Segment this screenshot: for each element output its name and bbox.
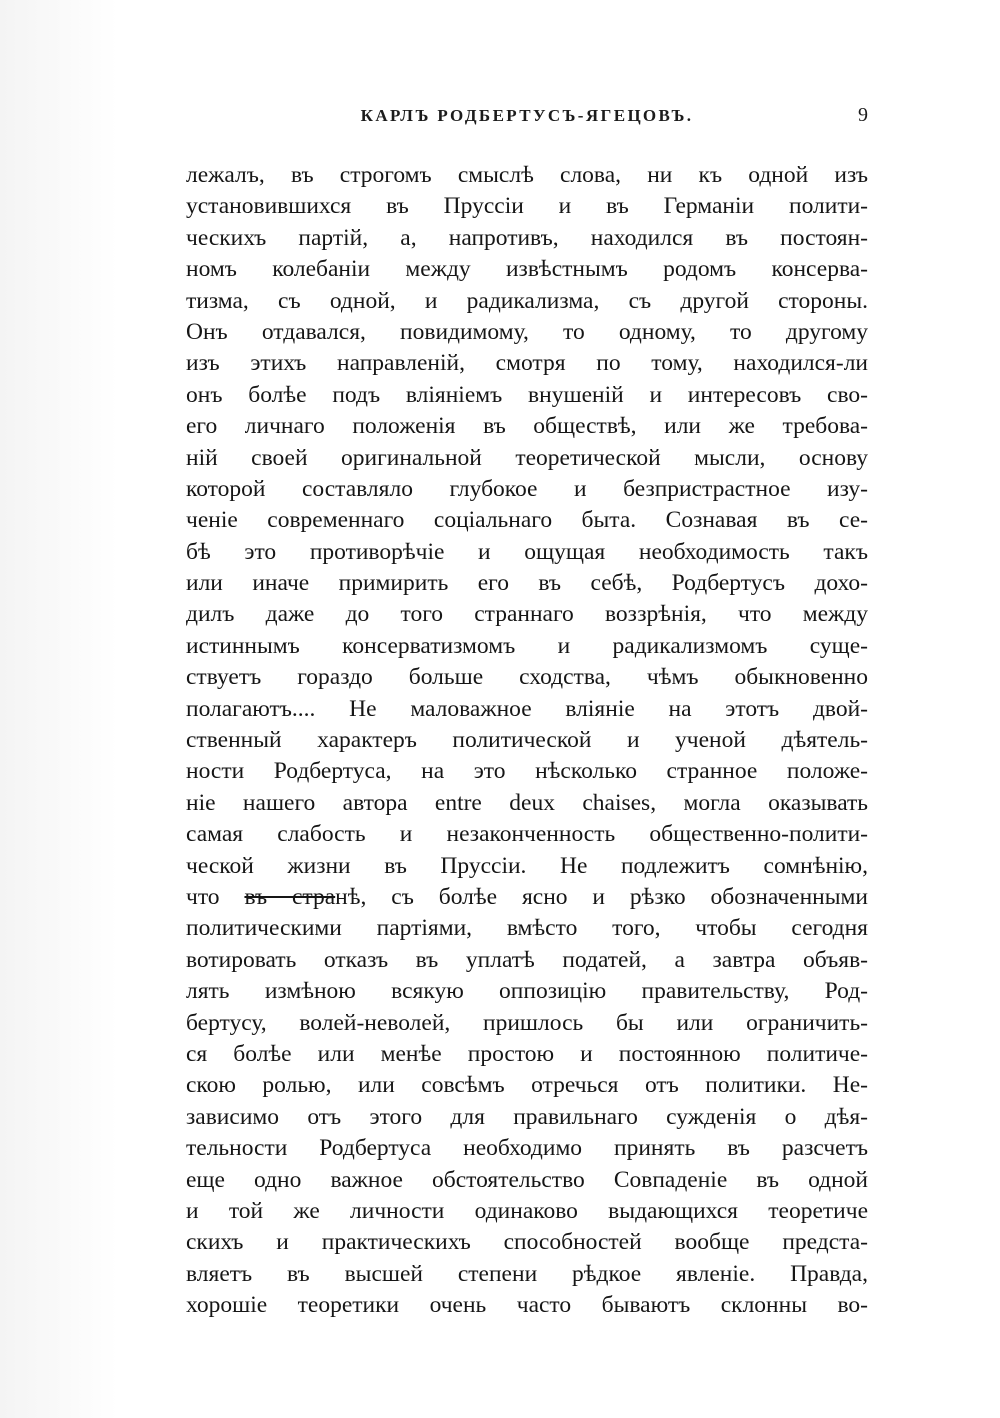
text-line: ческихъ партій, а, напротивъ, находился въ постоян- — [186, 224, 868, 251]
text-line: ности Родбертуса, на это нѣсколько странное положе- — [186, 758, 868, 785]
struck-through-text: въ стра — [244, 883, 336, 910]
text-line: дилъ даже до того страннаго воззрѣнія, что между — [186, 601, 868, 628]
running-title: КАРЛЪ РОДБЕРТУСЪ-ЯГЕЦОВЪ. — [360, 106, 694, 125]
page-margin-shade — [0, 0, 118, 1418]
text-line: скою ролью, или совсѣмъ отречься отъ политики. Не- — [186, 1072, 868, 1099]
text-line: ній своей оригинальной теоретической мысли, основу — [186, 444, 868, 471]
text-line: ніе нашего автора entre deux chaises, могла оказывать — [186, 789, 868, 816]
text-line: ствуетъ гораздо больше сходства, чѣмъ обыкновенно — [186, 664, 868, 691]
text-line: тельности Родбертуса необходимо принять въ разсчетъ — [186, 1135, 868, 1162]
text-line: самая слабость и незаконченность общественно-полити- — [186, 821, 868, 848]
body-text — [186, 160, 868, 1321]
text-line: истиннымъ консерватизмомъ и радикализмомъ суще- — [186, 632, 868, 659]
text-line: ченіе современнаго соціальнаго быта. Сознавая въ се- — [186, 507, 868, 534]
text-line: ственный характеръ политической и ученой дѣятель- — [186, 727, 868, 754]
text-line: вотировать отказъ въ уплатѣ податей, а завтра объяв- — [186, 946, 868, 973]
text-line: и той же личности одинаково выдающихся теоретиче — [186, 1197, 868, 1224]
text-line: изъ этихъ направленій, смотря по тому, находился-ли — [186, 350, 868, 377]
text-line: установившихся въ Пруссіи и въ Германіи полити- — [186, 193, 868, 220]
line-rest: нѣ, съ болѣе ясно и рѣзко обозначенными — [335, 883, 868, 910]
text-line: тизма, съ одной, и радикализма, съ другой стороны. — [186, 287, 868, 314]
running-header — [186, 106, 868, 132]
text-line: вляетъ въ высшей степени рѣдкое явленіе. Правда, — [186, 1260, 868, 1287]
text-line: лять измѣною всякую оппозицію правительству, Род- — [186, 978, 868, 1005]
line-prefix: что — [186, 883, 245, 910]
text-line: онъ болѣе подъ вліяніемъ внушеній и интересовъ сво- — [186, 381, 868, 408]
text-line: бертусу, волей-неволей, пришлось бы или ограничить- — [186, 1009, 868, 1036]
page-number: 9 — [858, 104, 868, 126]
text-line: его личнаго положенія въ обществѣ, или же требова- — [186, 413, 868, 440]
text-line: политическими партіями, вмѣсто того, чтобы сегодня — [186, 915, 868, 942]
text-line: полагаютъ.... Не маловажное вліяніе на этотъ двой- — [186, 695, 868, 722]
text-line: скихъ и практическихъ способностей вообще предста- — [186, 1229, 868, 1256]
text-line: или иначе примирить его въ себѣ, Родбертусъ дохо- — [186, 570, 868, 597]
text-line: ческой жизни въ Пруссіи. Не подлежитъ сомнѣнію, — [186, 852, 868, 879]
text-line: хорошіе теоретики очень часто бываютъ склонны во- — [186, 1292, 868, 1319]
text-line: которой составляло глубокое и безпристрастное изу- — [186, 475, 868, 502]
text-line-with-strikethrough — [186, 882, 868, 913]
text-line: зависимо отъ этого для правильнаго сужденія о дѣя- — [186, 1103, 868, 1130]
text-line: Онъ отдавался, повидимому, то одному, то другому — [186, 318, 868, 345]
text-line: номъ колебаніи между извѣстнымъ родомъ консерва- — [186, 256, 868, 283]
text-line: ся болѣе или менѣе простою и постоянною политиче- — [186, 1040, 868, 1067]
text-line: лежалъ, въ строгомъ смыслѣ слова, ни къ одной изъ — [186, 162, 868, 188]
text-line: бѣ это противорѣчіе и ощущая необходимость такъ — [186, 538, 868, 565]
text-line: еще одно важное обстоятельство Совпаденіе въ одной — [186, 1166, 868, 1193]
